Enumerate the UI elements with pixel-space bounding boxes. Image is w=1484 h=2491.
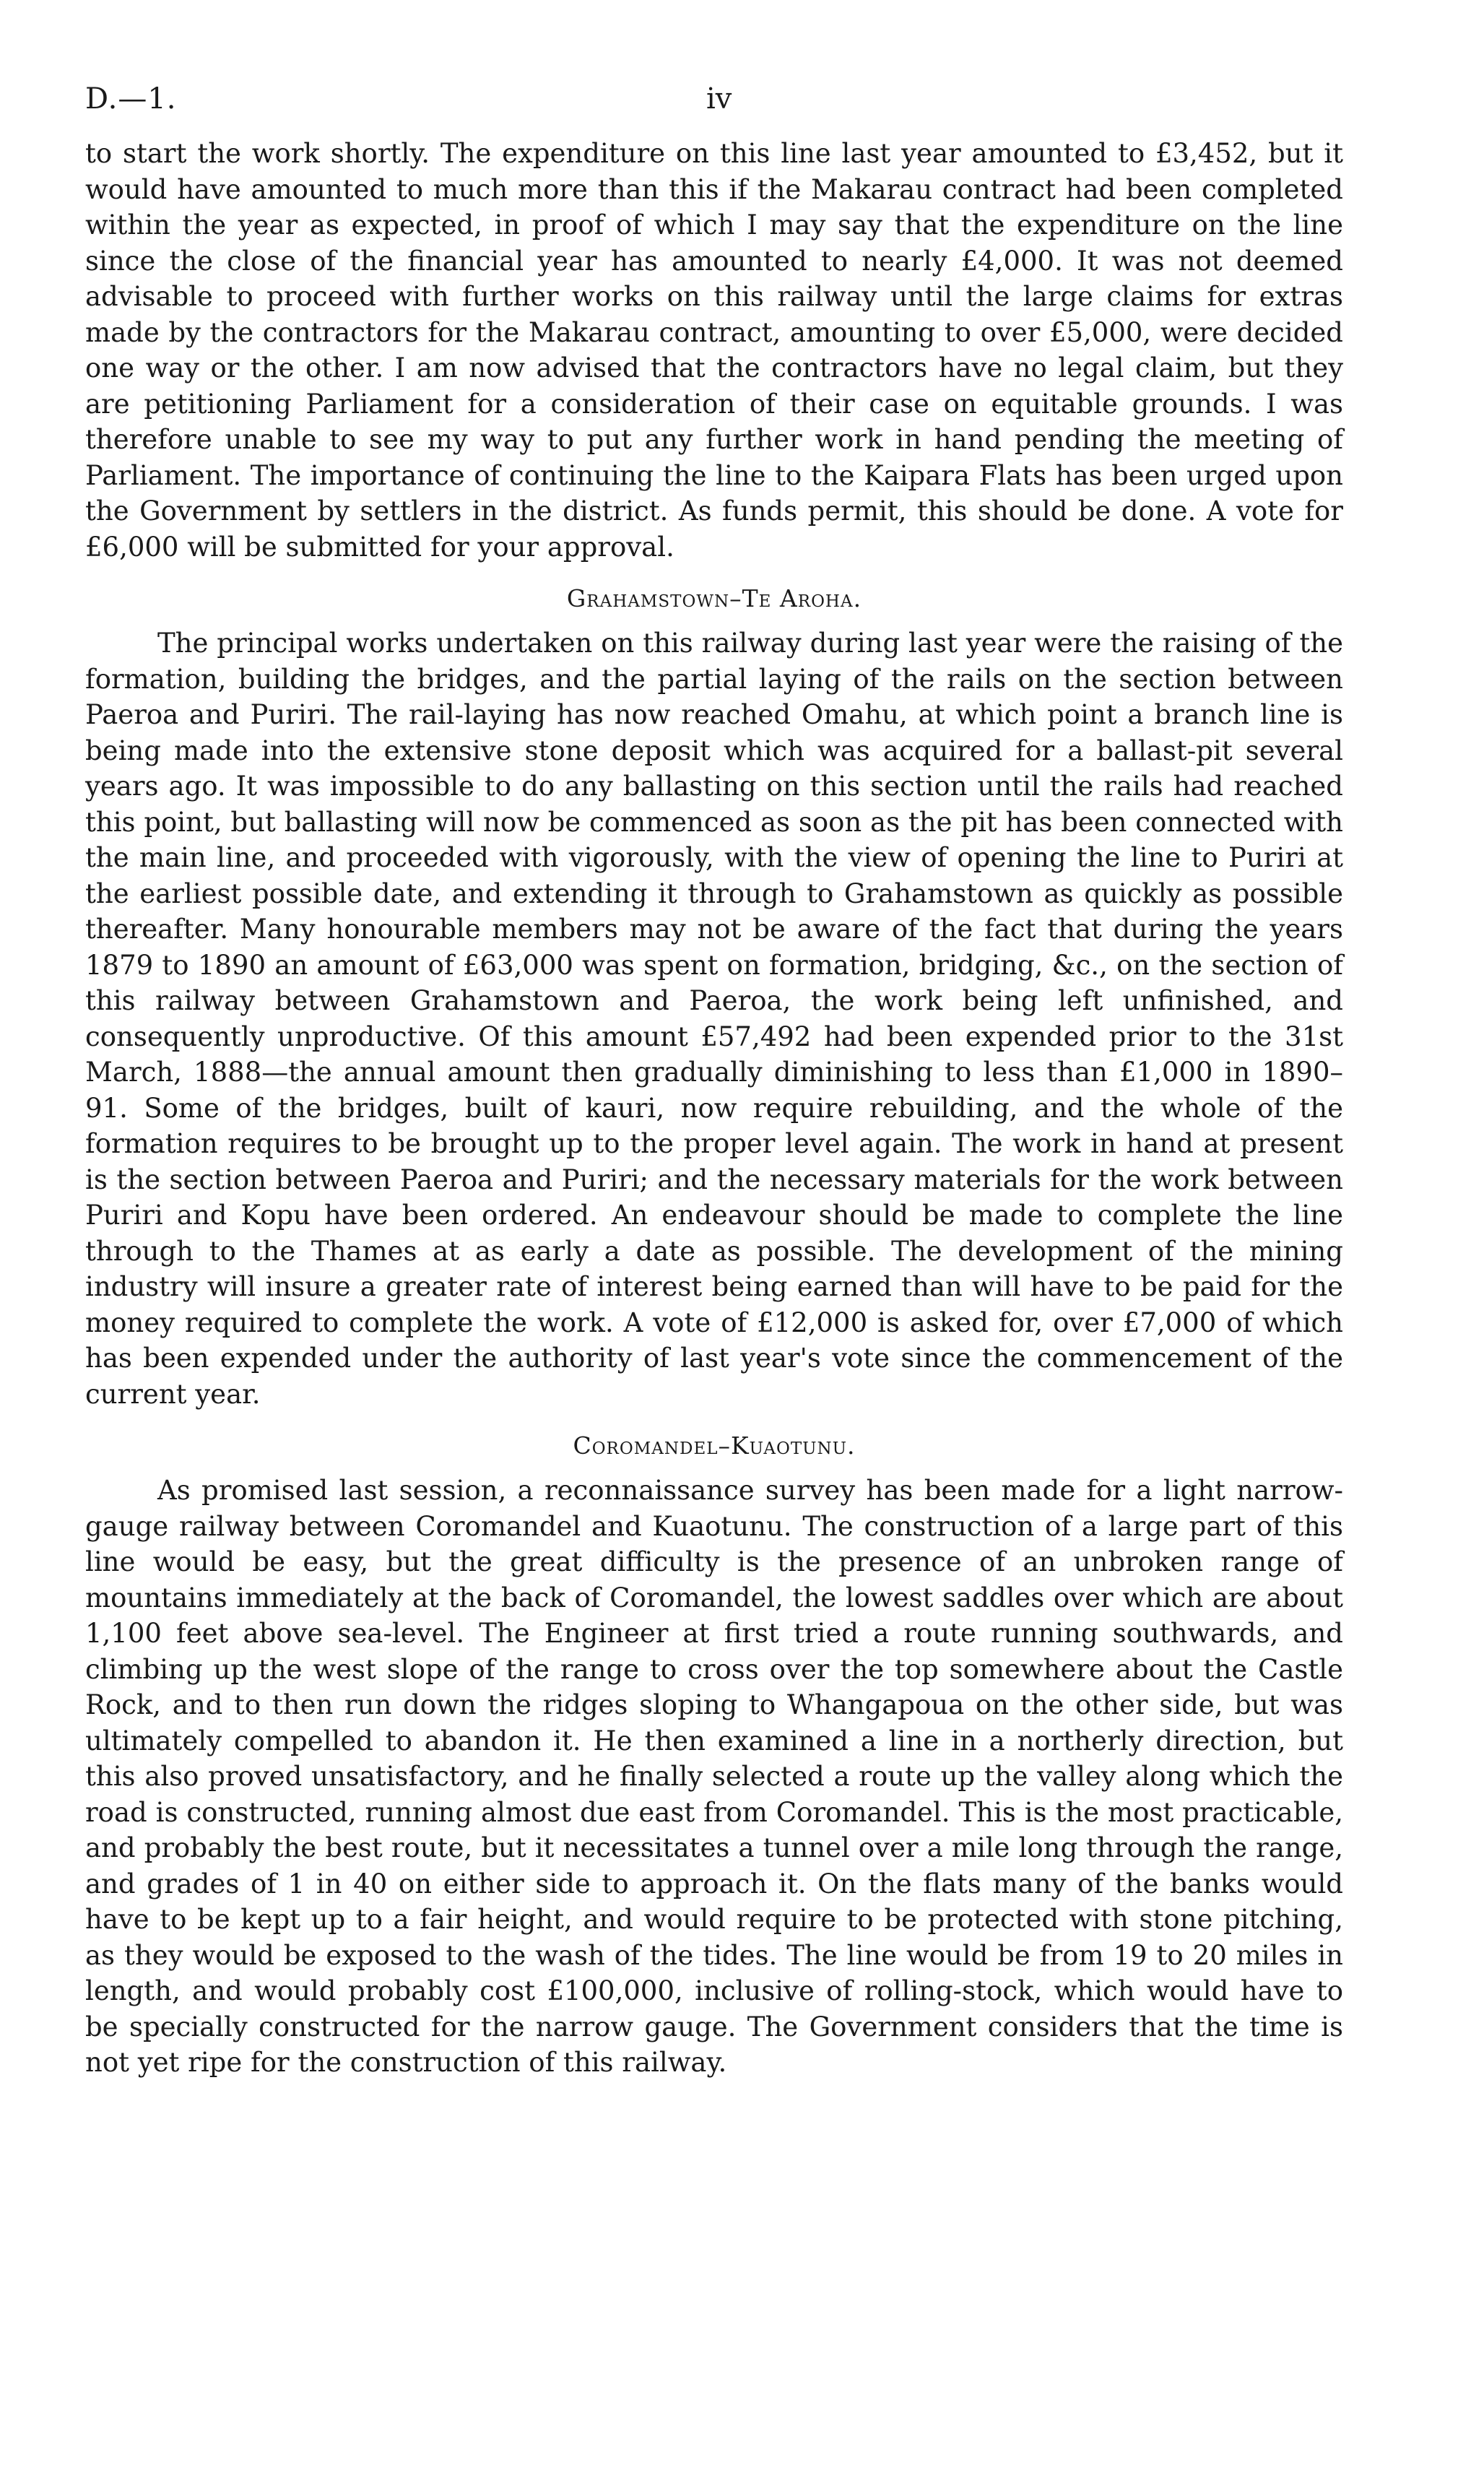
page-number: iv [706,82,732,116]
document-reference: D.—1. [85,82,177,116]
paragraph-grahamstown: The principal works undertaken on this railway during last year were the raising of the formation, building the bridges, and the partial laying of the rails on the section between Paeroa and Puriri. The rail-laying has now reached Omahu, at which point a branch line is being made into the extensive stone deposit which was acquired for a ballast-pit several years ago. It was impossible to do any ballasting on this section until the rails had reached this point, but ballasting will now be commenced as soon as the pit has been connected with the main line, and proceeded with vigorously, with the view of opening the line to Puriri at the earliest possible date, and extending it through to Grahamstown as quickly as possible thereafter. Many honourable members may not be aware of the fact that during the years 1879 to 1890 an amount of £63,000 was spent on formation, bridging, &c., on the section of this railway between Grahamstown and Paeroa, the work being left unfinished, and consequently unproductive. Of this amount £57,492 had been expended prior to the 31st March, 1888—the annual amount then gradually diminishing to less than £1,000 in 1890–91. Some of the bridges, built of kauri, now require rebuilding, and the whole of the formation requires to be brought up to the proper level again. The work in hand at present is the section between Paeroa and Puriri; and the necessary materials for the work between Puriri and Kopu have been ordered. An endeavour should be made to complete the line through to the Thames at as early a date as possible. The development of the mining industry will insure a greater rate of interest being earned than will have to be paid for the money required to complete the work. A vote of £12,000 is asked for, over £7,000 of which has been expended under the authority of last year's vote since the commencement of the current year. [85,628,1343,1410]
body-text [85,136,1343,2081]
document-page [85,72,1343,2081]
section-heading-coromandel: Coromandel–Kuaotunu. [573,1431,856,1460]
section-heading-grahamstown: Grahamstown–Te Aroha. [566,584,862,612]
paragraph-coromandel: As promised last session, a reconnaissance survey has been made for a light narrow-gauge railway between Coromandel and Kuaotunu. The construction of a large part of this line would be easy, but the great difficulty is the presence of an unbroken range of mountains immediately at the back of Coromandel, the lowest saddles over which are about 1,100 feet above sea-level. The Engineer at first tried a route running southwards, and climbing up the west slope of the range to cross over the top somewhere about the Castle Rock, and to then run down the ridges sloping to Whangapoua on the other side, but was ultimately compelled to abandon it. He then examined a line in a northerly direction, but this also proved unsatisfactory, and he finally selected a route up the valley along which the road is constructed, running almost due east from Coromandel. This is the most practicable, and probably the best route, but it necessitates a tunnel over a mile long through the range, and grades of 1 in 40 on either side to approach it. On the flats many of the banks would have to be kept up to a fair height, and would require to be protected with stone pitching, as they would be exposed to the wash of the tides. The line would be from 19 to 20 miles in length, and would probably cost £100,000, inclusive of rolling-stock, which would have to be specially constructed for the narrow gauge. The Government considers that the time is not yet ripe for the construction of this railway. [85,1475,1343,2078]
paragraph-intro: to start the work shortly. The expenditure on this line last year amounted to £3,452, but it would have amounted to much more than this if the Makarau contract had been completed within the year as expected, in proof of which I may say that the expenditure on the line since the close of the financial year has amounted to nearly £4,000. It was not deemed advisable to proceed with further works on this railway until the large claims for extras made by the contractors for the Makarau contract, amounting to over £5,000, were decided one way or the other. I am now advised that the contractors have no legal claim, but they are petitioning Parliament for a consideration of their case on equitable grounds. I was therefore unable to see my way to put any further work in hand pending the meeting of Parliament. The importance of continuing the line to the Kaipara Flats has been urged upon the Government by settlers in the district. As funds permit, this should be done. A vote for £6,000 will be submitted for your approval. [85,138,1343,563]
page-header [85,72,1343,123]
